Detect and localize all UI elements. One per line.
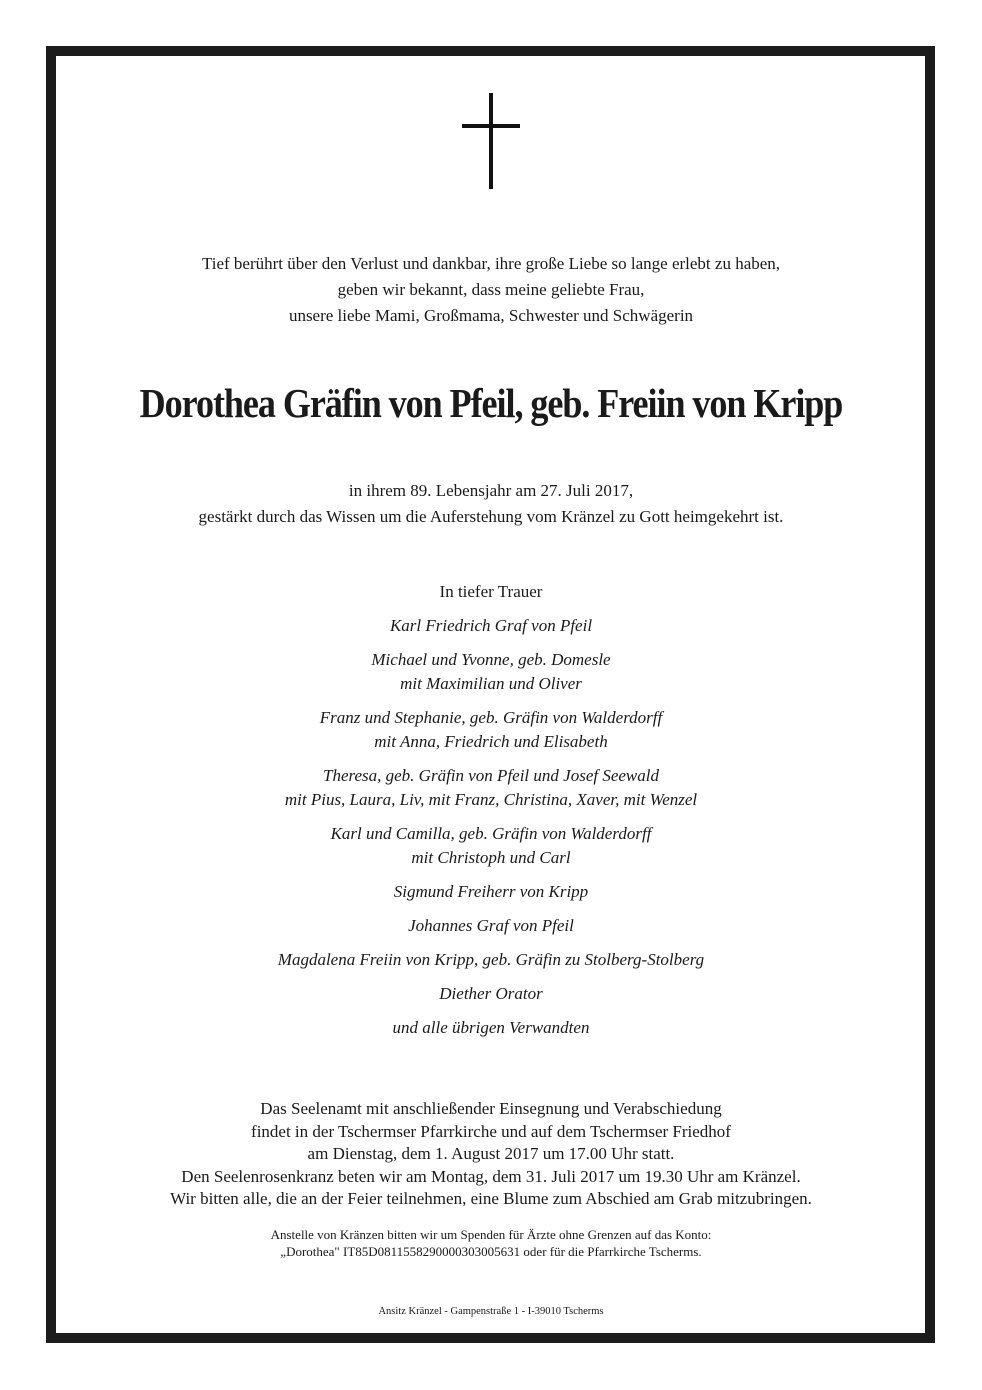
intro-line: Tief berührt über den Verlust und dankbar, ihre große Liebe so lange erlebt zu haben, <box>201 254 781 273</box>
mourner-entry <box>60 914 922 938</box>
mourner-line: Karl Friedrich Graf von Pfeil <box>389 616 593 635</box>
mourner-line: und alle übrigen Verwandten <box>392 1018 590 1037</box>
mourner-entry <box>60 648 922 696</box>
service-line: Wir bitten alle, die an der Feier teilnehmen, eine Blume zum Abschied am Grab mitzubringen. <box>170 1189 812 1208</box>
mourner-line: Diether Orator <box>439 984 543 1003</box>
mourner-line: mit Anna, Friedrich und Elisabeth <box>374 732 608 751</box>
intro-line: geben wir bekannt, dass meine geliebte Frau, <box>337 280 645 299</box>
mourner-line: Karl und Camilla, geb. Gräfin von Walderdorff <box>330 824 652 843</box>
service-line: findet in der Tschermser Pfarrkirche und auf dem Tschermser Friedhof <box>251 1121 731 1141</box>
mourner-entry <box>60 982 922 1006</box>
service-info <box>60 1098 922 1211</box>
date-line: gestärkt durch das Wissen um die Auferstehung vom Kränzel zu Gott heimgekehrt ist. <box>198 507 784 526</box>
donation-line: „Dorothea" IT85D0811558290000303005631 oder für die Pfarrkirche Tscherms. <box>280 1244 702 1259</box>
mourner-entry <box>60 880 922 904</box>
mourner-entry <box>60 706 922 754</box>
mourner-entry <box>60 948 922 972</box>
mourner-line: Michael und Yvonne, geb. Domesle <box>371 650 611 669</box>
mourner-line: Sigmund Freiherr von Kripp <box>393 882 589 901</box>
mourner-line: mit Maximilian und Oliver <box>400 674 582 693</box>
cross-vertical-bar <box>489 93 493 189</box>
mourner-entry <box>60 614 922 638</box>
mourner-entry <box>60 764 922 812</box>
donation-info <box>60 1226 922 1260</box>
mourners-list <box>60 614 922 1050</box>
footer-address: Ansitz Kränzel - Gampenstraße 1 - I-39010 Tscherms <box>378 1306 604 1317</box>
service-line: Das Seelenamt mit anschließender Einsegnung und Verabschiedung <box>260 1099 722 1118</box>
mourner-entry <box>60 1016 922 1040</box>
mourning-heading: In tiefer Trauer <box>439 582 543 601</box>
date-line: in ihrem 89. Lebensjahr am 27. Juli 2017, <box>348 481 634 500</box>
mourner-line: Franz und Stephanie, geb. Gräfin von Walderdorff <box>319 708 663 727</box>
service-line: am Dienstag, dem 1. August 2017 um 17.00 Uhr statt. <box>307 1144 675 1163</box>
mourner-line: Magdalena Freiin von Kripp, geb. Gräfin zu Stolberg-Stolberg <box>277 950 705 969</box>
cross-icon <box>462 93 520 189</box>
service-line: Den Seelenrosenkranz beten wir am Montag, dem 31. Juli 2017 um 19.30 Uhr am Kränzel. <box>181 1166 801 1186</box>
mourner-entry <box>60 822 922 870</box>
mourner-line: mit Pius, Laura, Liv, mit Franz, Christina, Xaver, mit Wenzel <box>284 790 698 809</box>
donation-line: Anstelle von Kränzen bitten wir um Spenden für Ärzte ohne Grenzen auf das Konto: <box>270 1227 712 1242</box>
cross-horizontal-bar <box>462 124 520 128</box>
date-text <box>60 478 922 530</box>
mourner-line: Johannes Graf von Pfeil <box>408 916 574 935</box>
deceased-name: Dorothea Gräfin von Pfeil, geb. Freiin von Kripp <box>139 380 843 426</box>
mourner-line: Theresa, geb. Gräfin von Pfeil und Josef Seewald <box>322 766 659 785</box>
mourner-line: mit Christoph und Carl <box>411 848 571 867</box>
intro-line: unsere liebe Mami, Großmama, Schwester und Schwägerin <box>288 306 694 325</box>
intro-text <box>60 251 922 329</box>
